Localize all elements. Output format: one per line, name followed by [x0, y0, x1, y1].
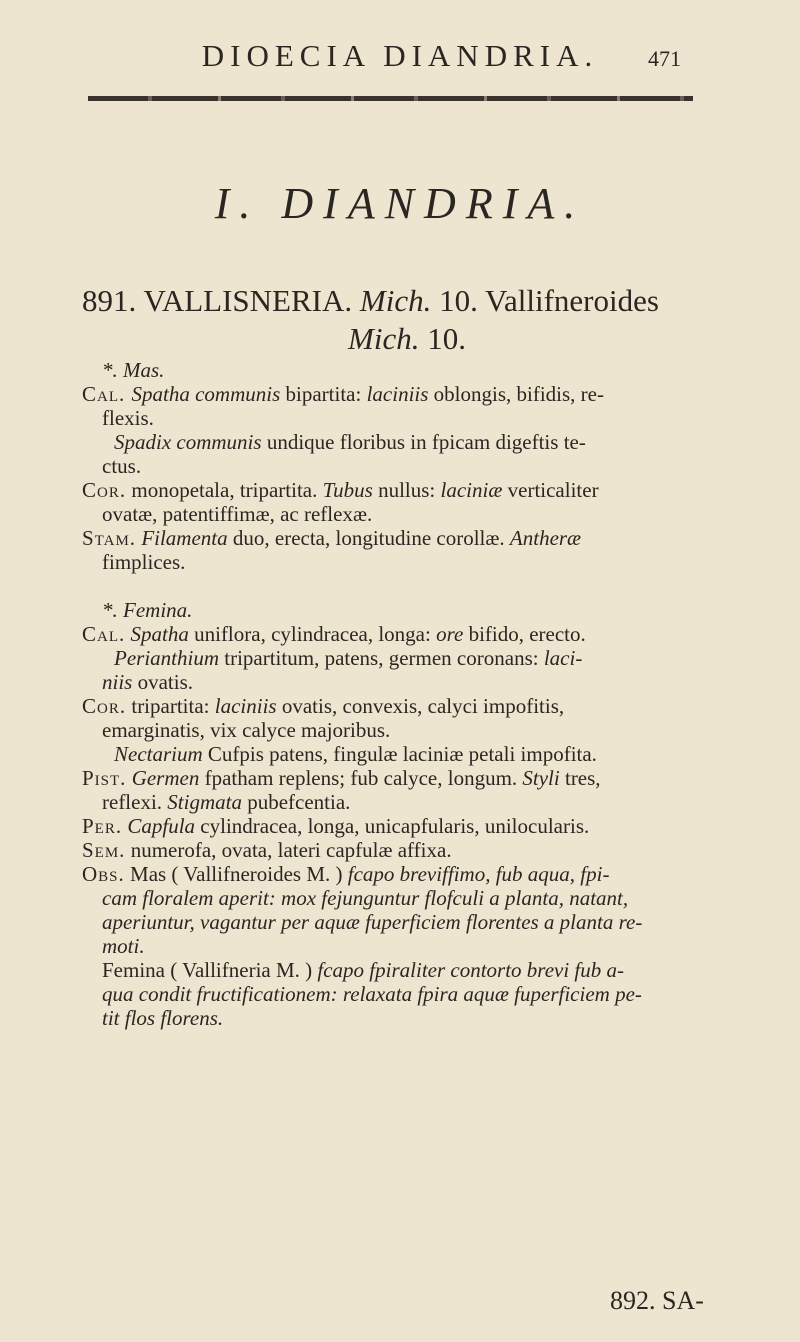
mas-label: *. Mas. — [102, 358, 165, 382]
femina-corolla: Cor. tripartita: laciniis ovatis, convexis, calyci impofitis, — [82, 694, 565, 718]
femina-pistil: Pist. Germen fpatham replens; fub calyce, longum. Styli tres, — [82, 766, 601, 790]
mas-corolla: Cor. monopetala, tripartita. Tubus nullus: laciniæ verticaliter — [82, 478, 599, 502]
genus-heading: 891. VALLISNERIA. Mich. 10. Vallifneroides Mich. 10. — [82, 283, 659, 356]
observation: Obs. Mas ( Vallifneroides M. ) fcapo breviffimo, fub aqua, fpi- — [82, 862, 610, 886]
section-title: I. DIANDRIA. — [214, 179, 586, 228]
mas-stamens: Stam. Filamenta duo, erecta, longitudine corollæ. Antheræ — [82, 526, 582, 550]
femina-label: *. Femina. — [102, 598, 193, 622]
femina-nectary: Nectarium Cufpis patens, fingulæ laciniæ petali impofita. — [114, 742, 597, 766]
synonym-ref: Mich. — [348, 321, 420, 356]
genus-number: 891. — [82, 283, 137, 318]
description: *. Mas. Cal. Spatha communis bipartita: laciniis oblongis, bifidis, re- flexis. Spadix communis undique floribus in fpicam digeftis te- ctus. Cor. monopetala, tripartita. Tubus nullus: laciniæ verticaliter ovatæ, patentiffimæ, ac reflexæ. Stam. Filamenta duo, erecta, longitudine corollæ. Antheræ fimplices. *. Femina. Cal. Spatha uniflora, cylindracea, longa: ore bifido, erecto. Perianthium tripartitum, patens, germen coronans: laci- niis ovatis. Cor. tripartita: laciniis ovatis, convexis, calyci impofitis, emarginatis, vix calyce majoribus. Nectarium Cufpis patens, fingulæ laciniæ petali impofita. Pist. Germen fpatham replens; fub calyce, longum. Styli tres, reflexi. Stigmata pubefcentia. Per. Capfula cylindracea, longa, unicapfularis, unilocularis. Sem. numerofa, ovata, lateri capfulæ affixa. Obs. Mas ( Vallifneroides M. ) fcapo breviffimo, fub aqua, fpi- cam floralem aperit: mox fejunguntur flofculi a planta, natant, aperiuntur, vagantur per aquæ fuperficiem florentes a planta re- moti. Femina ( Vallifneria M. ) fcapo fpiraliter contorto brevi fub a- qua condit fructificationem: relaxata fpira aquæ fuperficiem pe- tit flos florens. — [82, 358, 722, 1030]
header-rule — [88, 96, 693, 101]
genus-synonym: Vallifneroides — [485, 283, 659, 318]
genus-ref: Mich. — [359, 283, 432, 318]
femina-calyx: Cal. Spatha uniflora, cylindracea, longa: ore bifido, erecto. — [82, 622, 586, 646]
page-number: 471 — [648, 46, 681, 71]
running-title: DIOECIA DIANDRIA. — [201, 38, 599, 73]
femina-seeds: Sem. numerofa, ovata, lateri capfulæ affixa. — [82, 838, 452, 862]
mas-spadix: Spadix communis undique floribus in fpicam digeftis te- — [114, 430, 586, 454]
catchword: 892. SA- — [610, 1286, 704, 1315]
genus-name: VALLISNERIA. — [143, 283, 353, 318]
mas-calyx: Cal. Spatha communis bipartita: laciniis oblongis, bifidis, re- — [82, 382, 604, 406]
femina-pericarp: Per. Capfula cylindracea, longa, unicapfularis, unilocularis. — [82, 814, 590, 838]
